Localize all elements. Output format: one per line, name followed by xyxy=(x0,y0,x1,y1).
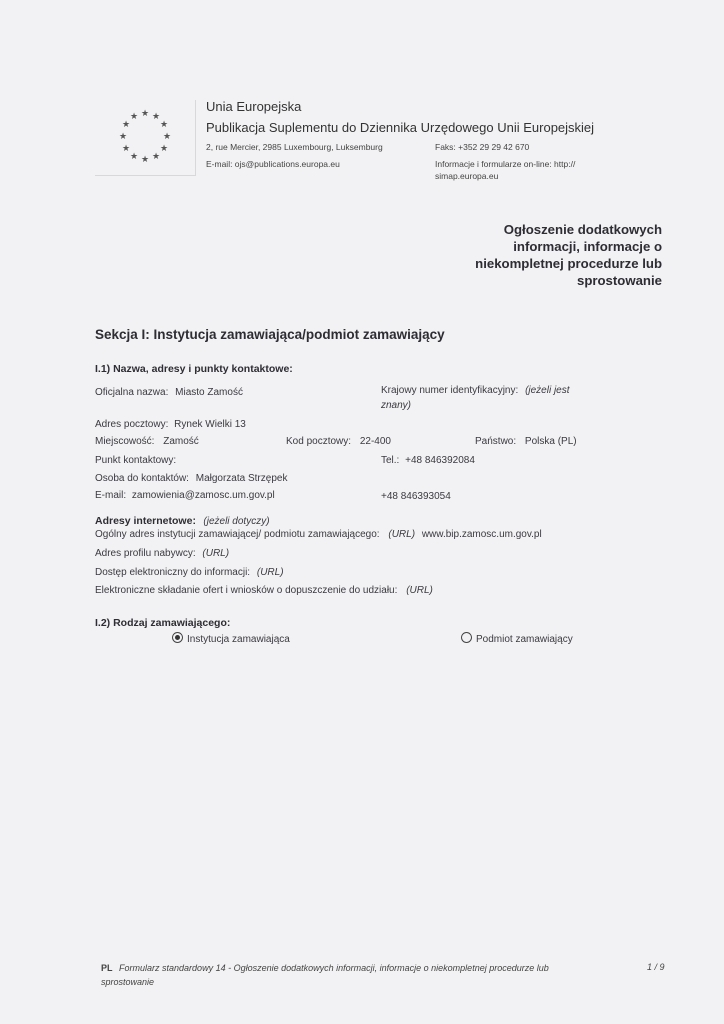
svg-text:★: ★ xyxy=(162,132,172,142)
subsection-1-1-title: I.1) Nazwa, adresy i punkty kontaktowe: xyxy=(95,363,293,375)
footer-line1 xyxy=(101,963,549,973)
svg-text:★: ★ xyxy=(159,120,169,130)
tel-row xyxy=(381,455,475,466)
notice-title-line: informacji, informacje o xyxy=(513,239,662,254)
svg-text:★: ★ xyxy=(140,109,150,119)
header-org: Unia Europejska xyxy=(206,99,302,114)
header-info-line1: Informacje i formularze on-line: http:// xyxy=(435,159,576,169)
electronic-submission-row xyxy=(95,585,433,596)
national-id-note-cont: znany) xyxy=(381,400,412,411)
option-entity[interactable] xyxy=(461,632,573,645)
header-publication: Publikacja Suplementu do Dziennika Urzędowego Unii Europejskiej xyxy=(206,120,595,135)
eu-stars-icon xyxy=(113,105,177,169)
option-entity-label: Podmiot zamawiający xyxy=(476,634,573,645)
header-info-line2: simap.europa.eu xyxy=(435,171,499,181)
general-address-label: Ogólny adres instytucji zamawiającej/ podmiotu zamawiającego: xyxy=(95,529,380,540)
svg-text:★: ★ xyxy=(129,112,139,122)
footer-form-name-cont: sprostowanie xyxy=(101,977,155,987)
subsection-1-2-title: I.2) Rodzaj zamawiającego: xyxy=(95,617,231,629)
electronic-access-row xyxy=(95,567,284,578)
postcode-row xyxy=(286,436,391,447)
contact-person-label: Osoba do kontaktów: xyxy=(95,473,189,484)
header-address: 2, rue Mercier, 2985 Luxembourg, Luksemburg xyxy=(206,142,383,152)
general-address-row xyxy=(95,529,542,540)
section-title: Sekcja I: Instytucja zamawiająca/podmiot zamawiający xyxy=(95,327,445,342)
email-row xyxy=(95,490,275,501)
svg-text:★: ★ xyxy=(140,155,150,165)
footer-lang: PL xyxy=(101,963,113,973)
contact-person-value: Małgorzata Strzępek xyxy=(195,473,288,484)
official-name-value: Miasto Zamość xyxy=(175,387,243,398)
town-row xyxy=(95,436,199,447)
svg-text:★: ★ xyxy=(121,144,131,154)
electronic-access-label: Dostęp elektroniczny do informacji: xyxy=(95,567,251,578)
internet-title-row xyxy=(95,511,270,529)
official-name-row xyxy=(95,387,243,398)
tel-label: Tel.: xyxy=(381,455,400,466)
notice-title-line: sprostowanie xyxy=(576,273,662,288)
email-label: E-mail: xyxy=(95,490,127,501)
internet-note: (jeżeli dotyczy) xyxy=(203,516,270,527)
town-value: Zamość xyxy=(163,436,199,447)
email-value: zamowienia@zamosc.um.gov.pl xyxy=(131,490,275,501)
town-label: Miejscowość: xyxy=(95,436,155,447)
eu-logo xyxy=(95,100,196,176)
svg-text:★: ★ xyxy=(151,152,161,162)
header-email: E-mail: ojs@publications.europa.eu xyxy=(206,159,340,169)
country-value: Polska (PL) xyxy=(524,436,577,447)
national-id-note: (jeżeli jest xyxy=(525,385,570,396)
svg-text:★: ★ xyxy=(151,112,161,122)
tel-value: +48 846392084 xyxy=(405,455,475,466)
notice-title-line: Ogłoszenie dodatkowych xyxy=(503,222,662,237)
national-id-label: Krajowy numer identyfikacyjny: xyxy=(381,385,519,396)
country-label: Państwo: xyxy=(475,436,517,447)
country-row xyxy=(475,436,577,447)
postcode-label: Kod pocztowy: xyxy=(286,436,352,447)
header-fax: Faks: +352 29 29 42 670 xyxy=(435,142,530,152)
footer-form-name: Formularz standardowy 14 - Ogłoszenie dodatkowych informacji, informacje o niekompletnej procedurze lub xyxy=(119,963,549,973)
contact-person-row xyxy=(95,473,287,484)
general-address-url-label: (URL) xyxy=(388,529,416,540)
notice-title xyxy=(440,221,662,289)
internet-title: Adresy internetowe: xyxy=(95,515,196,527)
svg-text:★: ★ xyxy=(118,132,128,142)
national-id-row xyxy=(381,385,570,396)
electronic-submission-url: (URL) xyxy=(406,585,433,596)
general-address-value: www.bip.zamosc.um.gov.pl xyxy=(421,529,542,540)
svg-text:★: ★ xyxy=(121,120,131,130)
postal-address-row xyxy=(95,419,246,430)
postcode-value: 22-400 xyxy=(359,436,391,447)
radio-selected-icon[interactable] xyxy=(172,632,183,643)
buyer-profile-row xyxy=(95,548,229,559)
official-name-label: Oficjalna nazwa: xyxy=(95,387,169,398)
electronic-submission-label: Elektroniczne składanie ofert i wniosków o dopuszczenie do udziału: xyxy=(95,585,398,596)
contact-point-label: Punkt kontaktowy: xyxy=(95,455,177,466)
option-institution[interactable] xyxy=(172,632,290,645)
postal-address-label: Adres pocztowy: xyxy=(95,419,169,430)
buyer-profile-url: (URL) xyxy=(202,548,230,559)
svg-text:★: ★ xyxy=(129,152,139,162)
radio-unselected-icon[interactable] xyxy=(461,632,472,643)
page-number: 1 / 9 xyxy=(647,962,665,972)
electronic-access-url: (URL) xyxy=(256,567,284,578)
postal-address-value: Rynek Wielki 13 xyxy=(174,419,246,430)
svg-text:★: ★ xyxy=(159,144,169,154)
fax-value: +48 846393054 xyxy=(381,491,451,502)
buyer-profile-label: Adres profilu nabywcy: xyxy=(95,548,196,559)
notice-title-line: niekompletnej procedurze lub xyxy=(475,256,662,271)
option-institution-label: Instytucja zamawiająca xyxy=(187,634,290,645)
